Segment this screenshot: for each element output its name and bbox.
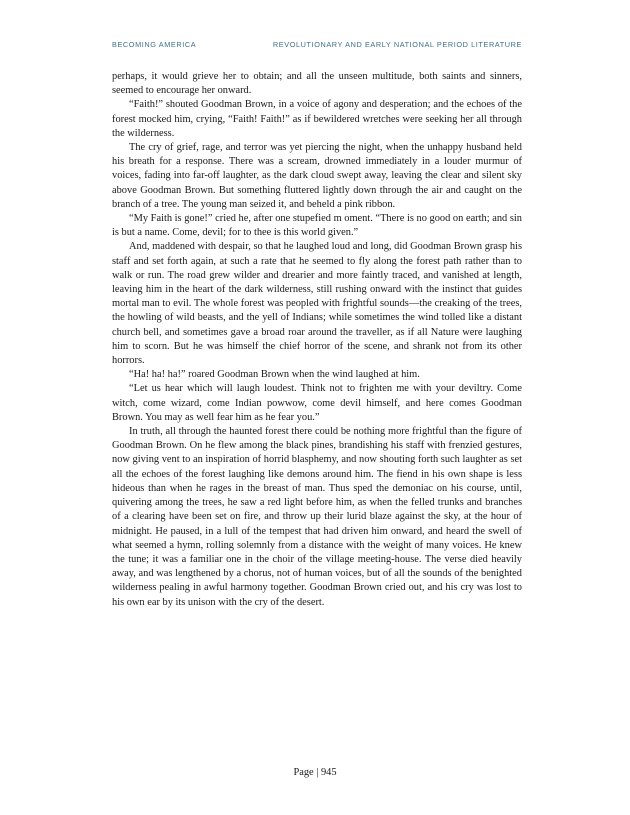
paragraph: “Let us hear which will laugh loudest. Think not to frighten me with your deviltry. Come witch, come wizard, come Indian powwow, come devil himself, and here comes Goodman Brown. You may as well fear him as he fear you.” [112,383,522,423]
paragraph: “My Faith is gone!” cried he, after one stupefied m oment. “There is no good on earth; and sin is but a name. Come, devil; for to thee is this world given.” [112,213,522,239]
paragraph: “Ha! ha! ha!” roared Goodman Brown when the wind laughed at him. [129,369,420,381]
header-section-title: REVOLUTIONARY AND EARLY NATIONAL PERIOD LITERATURE [272,40,522,49]
running-header [112,40,522,49]
paragraph: In truth, all through the haunted forest there could be nothing more frightful than the figure of Goodman Brown. On he flew among the black pines, brandishing his staff with frenzied gestures, now giving vent to an inspiration of horrid blasphemy, and now shouting forth such laughter as set all the echoes of the forest laughing like demons around him. The fiend in his own shape is less hideous than when he rages in the breast of man. Thus sped the demoniac on his course, until, quivering among the trees, he saw a red light before him, as when the felled trunks and branches of a clearing have been set on fire, and throw up their lurid blaze against the sky, at the hour of midnight. He paused, in a lull of the tempest that had driven him onward, and heard the swell of what seemed a hymn, rolling solemnly from a distance with the weight of many voices. He knew the tune; it was a familiar one in the choir of the village meeting-house. The verse died heavily away, and was lengthened by a chorus, not of human voices, but of all the sounds of the benighted wilderness pealing in awful harmony together. Goodman Brown cried out, and his cry was lost to his own ear by its unison with the cry of the desert. [112,426,522,608]
paragraph: And, maddened with despair, so that he laughed loud and long, did Goodman Brown grasp his staff and set forth again, at such a rate that he seemed to fly along the forest path rather than to walk or run. The road grew wilder and drearier and more faintly traced, and vanished at length, leaving him in the heart of the dark wilderness, still rushing onward with the instinct that guides mortal man to evil. The whole forest was peopled with frightful sounds—the creaking of the trees, the howling of wild beasts, and the yell of Indians; while sometimes the wind tolled like a distant church bell, and sometimes gave a broad roar around the traveller, as if all Nature were laughing him to scorn. But he was himself the chief horror of the scene, and shrank not from its other horrors. [112,241,522,367]
page-number: Page | 945 [293,767,337,778]
page-body [112,70,522,610]
paragraph: perhaps, it would grieve her to obtain; and all the unseen multitude, both saints and sinners, seemed to encourage her onward. [112,71,522,97]
paragraph: “Faith!” shouted Goodman Brown, in a voice of agony and desperation; and the echoes of the forest mocked him, crying, “Faith! Faith!” as if bewildered wretches were seeking her all through the wilderness. [112,99,522,139]
header-book-title: BECOMING AMERICA [112,40,197,49]
paragraph: The cry of grief, rage, and terror was yet piercing the night, when the unhappy husband held his breath for a response. There was a scream, drowned immediately in a louder murmur of voices, fading into far-off laughter, as the dark cloud swept away, leaving the clear and silent sky above Goodman Brown. But something fluttered lightly down through the air and caught on the branch of a tree. The young man seized it, and beheld a pink ribbon. [112,142,522,210]
